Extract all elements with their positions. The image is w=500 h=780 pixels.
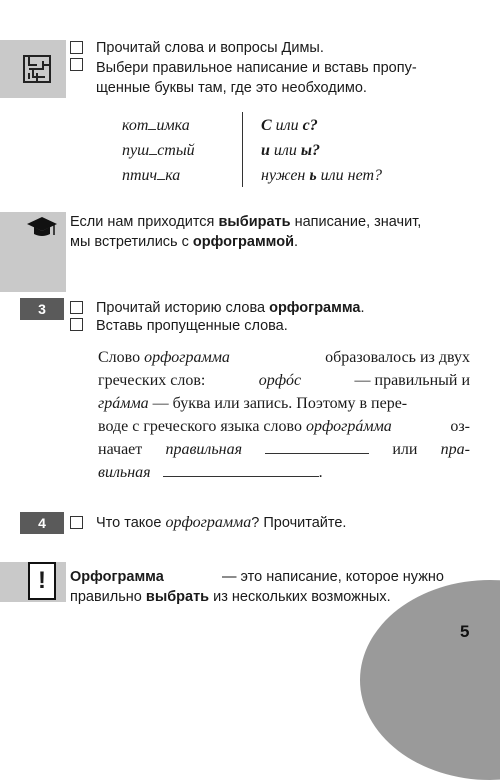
exclamation-icon: ! — [28, 562, 56, 600]
question-item: нужен ь или нет? — [261, 167, 383, 184]
instruction: щенные буквы там, где это необходимо. — [96, 80, 367, 96]
answer-blank[interactable] — [163, 476, 319, 477]
word-item: пуш стый — [122, 142, 195, 159]
word-item: кот имка — [122, 117, 190, 134]
graduation-cap-icon — [26, 216, 58, 240]
question-item: С или с? — [261, 117, 318, 134]
table-divider — [242, 112, 243, 187]
page-number: 5 — [460, 622, 470, 641]
letter-blank[interactable] — [157, 179, 165, 180]
checkbox[interactable] — [70, 318, 83, 331]
letter-blank[interactable] — [148, 129, 156, 130]
word-item: птич ка — [122, 167, 181, 184]
answer-blank[interactable] — [265, 453, 369, 454]
instruction: Прочитай историю слова орфограмма. — [96, 300, 365, 316]
maze-icon — [23, 55, 51, 83]
instruction: Выбери правильное написание и вставь пропу- — [96, 60, 417, 76]
definition-text: Орфограмма — это написание, которое нужно правильно выбрать из нескольких возможных. — [70, 569, 444, 605]
checkbox[interactable] — [70, 41, 83, 54]
question-list — [261, 113, 382, 188]
question-item: и или ы? — [261, 142, 320, 159]
exercise-number: 4 — [20, 512, 64, 534]
rule-text: мы встретились с орфограммой. — [70, 234, 299, 250]
checkbox[interactable] — [70, 58, 83, 71]
exercise-number: 3 — [20, 298, 64, 320]
word-list — [122, 113, 195, 188]
letter-blank[interactable] — [149, 154, 157, 155]
rule-text: Если нам приходится выбирать написание, значит, — [70, 214, 422, 230]
checkbox[interactable] — [70, 301, 83, 314]
story-text: Слово орфограмма образовалось из двух греческих слов: орфóс — правильный и грáмма — буква или запись. Поэтому в пере- воде с греческого языка слово орфогрáмма оз- начает правильная или пра- вильная . — [98, 349, 470, 481]
question-text: Что такое орфограмма? Прочитайте. — [96, 514, 347, 531]
instruction: Вставь пропущенные слова. — [96, 318, 288, 334]
instruction: Прочитай слова и вопросы Димы. — [96, 40, 324, 56]
page-corner — [360, 580, 500, 780]
checkbox[interactable] — [70, 516, 83, 529]
